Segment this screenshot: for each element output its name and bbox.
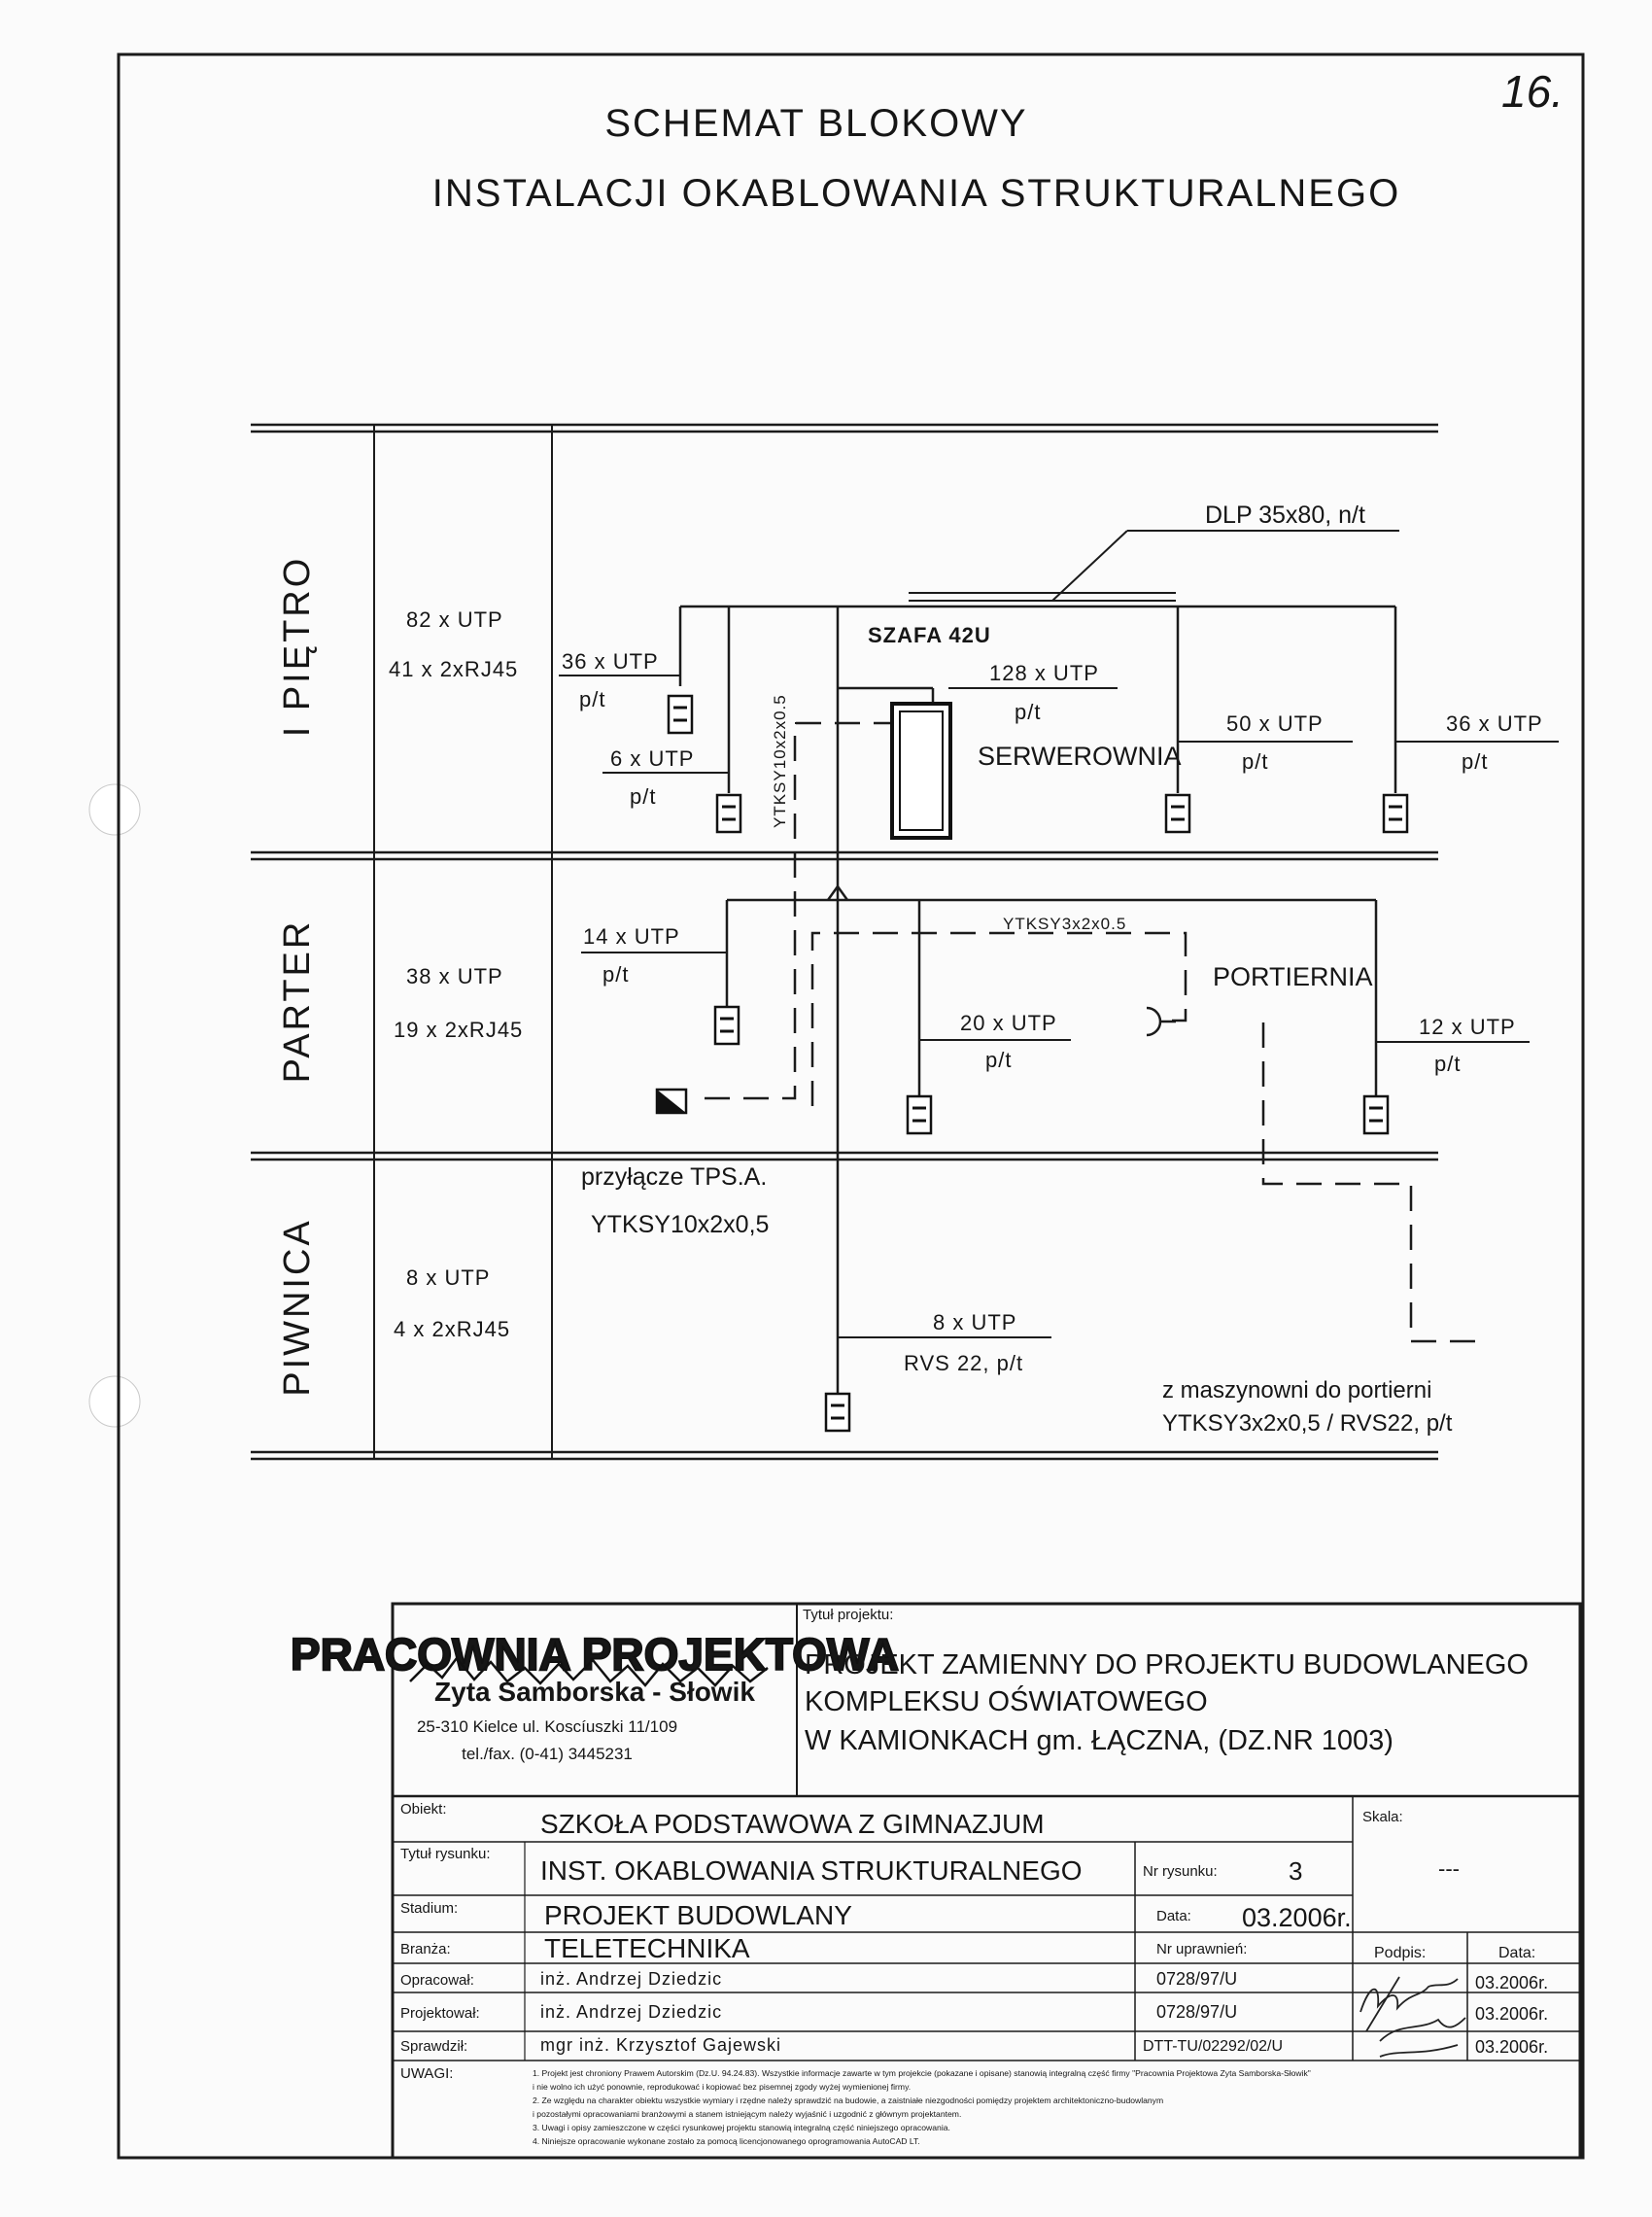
skala-value: --- (1438, 1856, 1460, 1881)
branza-value: TELETECHNIKA (544, 1933, 750, 1963)
row-date: 03.2006r. (1475, 2037, 1549, 2057)
cable-label-pt: p/t (579, 687, 606, 711)
skala-label: Skala: (1362, 1809, 1403, 1825)
note-line: 2. Ze względu na charakter obiektu wszystkie wymiary i rzędne należy sprawdzić na budowie, a zaistniałe niezgodności pomiędzy projektem architektoniczno-budowlanym (533, 2096, 1164, 2105)
row-role: Sprawdził: (400, 2038, 468, 2055)
project-line-3: W KAMIONKACH gm. ŁĄCZNA, (DZ.NR 1003) (805, 1725, 1394, 1756)
tytul-label: Tytuł rysunku: (400, 1846, 491, 1862)
stadium-label: Stadium: (400, 1900, 459, 1917)
cable-label-pt: RVS 22, p/t (904, 1351, 1024, 1375)
row-name: inż. Andrzej Dziedzic (540, 1969, 723, 1989)
stadium-value: PROJEKT BUDOWLANY (544, 1900, 852, 1930)
cable-label-pt: p/t (1242, 749, 1269, 774)
logo-line-2: Zyta Samborska - Słowik (434, 1677, 755, 1707)
row-nr: 0728/97/U (1156, 2002, 1238, 2022)
row-nr: 0728/97/U (1156, 1969, 1238, 1989)
tps-cable-label: YTKSY10x2x0,5 (591, 1211, 770, 1238)
nr-uprawnien-label: Nr uprawnień: (1156, 1941, 1248, 1957)
maszynownia-line-1: z maszynowni do portierni (1162, 1377, 1432, 1403)
floor-grid (251, 425, 1438, 1459)
row-date: 03.2006r. (1475, 1973, 1549, 1992)
company-address: 25-310 Kielce ul. Koscíuszki 11/109 (416, 1717, 678, 1736)
branza-label: Branża: (400, 1941, 451, 1957)
row-nr: DTT-TU/02292/02/U (1143, 2038, 1284, 2055)
title-line-1: SCHEMAT BLOKOWY (604, 102, 1028, 145)
ytksy3-label: YTKSY3x2x0.5 (1003, 915, 1127, 933)
title-line-2: INSTALACJI OKABLOWANIA STRUKTURALNEGO (431, 172, 1401, 215)
outlet (826, 1394, 849, 1431)
floor-name-2: PARTER (277, 918, 318, 1084)
outlet (1384, 795, 1407, 832)
vertical-cable-label: YTKSY10x2x0.5 (771, 694, 789, 828)
row-name: inż. Andrzej Dziedzic (540, 2002, 723, 2022)
tps-label: przyłącze TPS.A. (581, 1163, 768, 1191)
obiekt-label: Obiekt: (400, 1801, 447, 1818)
server-rack (892, 704, 950, 838)
note-line: 1. Projekt jest chroniony Prawem Autorskim (Dz.U. 94.24.83). Wszystkie informacje zawarte w tym projekcie (pokazane i opisane) stanowią integralną część firmy "Pracownia Projektowa Zyta Samborska-Słowik" (533, 2068, 1311, 2078)
page-number: 16. (1501, 66, 1564, 117)
maszynownia-line-2: YTKSY3x2x0,5 / RVS22, p/t (1162, 1410, 1453, 1437)
note-line: i pozostałymi opracowaniami branżowymi a stanem istniejącym należy wyjaśnić i uzgodnić z głównym projektantem. (533, 2109, 962, 2119)
cable-label-utp: 8 x UTP (933, 1310, 1017, 1334)
punch-hole-bottom (89, 1376, 140, 1427)
company-phone: tel./fax. (0-41) 3445231 (462, 1745, 633, 1763)
phone-symbol (1147, 1008, 1176, 1035)
cable-label-utp: 20 x UTP (960, 1011, 1057, 1035)
punch-hole-top (89, 784, 140, 835)
floor-2-rj45: 19 x 2xRJ45 (394, 1018, 524, 1042)
cable-label-utp: 36 x UTP (562, 649, 659, 674)
project-line-2: KOMPLEKSU OŚWIATOWEGO (805, 1686, 1208, 1717)
note-line: 3. Uwagi i opisy zamieszczone w części rysunkowej projektu stanowią integralną część niniejszego opracowania. (533, 2123, 950, 2132)
dlp-label: DLP 35x80, n/t (1205, 502, 1365, 529)
outlet (1166, 795, 1189, 832)
row-role: Opracował: (400, 1972, 474, 1989)
row-role: Projektował: (400, 2005, 480, 2022)
floor-1-utp: 82 x UTP (406, 607, 503, 632)
portiernia-label: PORTIERNIA (1213, 962, 1373, 991)
project-label: Tytuł projektu: (803, 1607, 894, 1623)
tytul-value: INST. OKABLOWANIA STRUKTURALNEGO (540, 1855, 1083, 1886)
data2-label: Data: (1498, 1945, 1536, 1961)
obiekt-value: SZKOŁA PODSTAWOWA Z GIMNAZJUM (540, 1809, 1045, 1839)
dashed-cables (705, 723, 1482, 1341)
data-value: 03.2006r. (1242, 1903, 1352, 1932)
note-line: i nie wolno ich użyć ponownie, reprodukować i kopiować bez pisemnej zgody wyżej wymienionej firmy. (533, 2082, 912, 2092)
nr-rysunku-value: 3 (1289, 1856, 1303, 1886)
cable-label-pt: p/t (602, 962, 630, 987)
serwerownia-label: SERWEROWNIA (978, 742, 1182, 771)
cable-label-utp: 12 x UTP (1419, 1015, 1516, 1039)
cable-label-pt: p/t (1434, 1052, 1462, 1076)
outlet (669, 696, 692, 733)
floor-2-utp: 38 x UTP (406, 964, 503, 988)
cable-label-pt: p/t (985, 1048, 1013, 1072)
notes (533, 2068, 1311, 2146)
floor-1-rj45: 41 x 2xRJ45 (389, 657, 519, 681)
szafa-label: SZAFA 42U (868, 623, 991, 647)
signatory-rows (400, 1969, 1548, 2057)
row-name: mgr inż. Krzysztof Gajewski (540, 2035, 782, 2055)
logo-line-1: PRACOWNIA PROJEKTOWA (290, 1629, 900, 1680)
tps-entry-block (657, 1090, 686, 1113)
project-line-1: PROJEKT ZAMIENNY DO PROJEKTU BUDOWLANEGO (805, 1649, 1529, 1680)
floor-name-1: I PIĘTRO (277, 555, 318, 738)
cable-label-pt: p/t (630, 784, 657, 809)
floor-name-3: PIWNICA (277, 1218, 318, 1397)
outlet (1364, 1096, 1388, 1133)
podpis-label: Podpis: (1374, 1945, 1427, 1961)
data-label: Data: (1156, 1908, 1191, 1924)
nr-rysunku-label: Nr rysunku: (1143, 1863, 1218, 1880)
outlet (715, 1007, 739, 1044)
cable-label-utp: 14 x UTP (583, 924, 680, 949)
note-line: 4. Niniejsze opracowanie wykonane zostało za pomocą licencjonowanego oprogramowania AutoCAD LT. (533, 2136, 920, 2146)
floor-3-utp: 8 x UTP (406, 1265, 491, 1290)
cable-label-utp: 128 x UTP (989, 661, 1099, 685)
outlet (717, 795, 740, 832)
cable-label-utp: 6 x UTP (610, 746, 695, 771)
cable-label-utp: 36 x UTP (1446, 711, 1543, 736)
cable-label-pt: p/t (1462, 749, 1489, 774)
signature (1360, 1977, 1465, 2057)
floor-3-rj45: 4 x 2xRJ45 (394, 1317, 511, 1341)
outlet (908, 1096, 931, 1133)
cable-label-utp: 50 x UTP (1226, 711, 1324, 736)
uwagi-label: UWAGI: (400, 2065, 454, 2082)
row-date: 03.2006r. (1475, 2004, 1549, 2024)
cable-label-pt: p/t (1015, 700, 1042, 724)
